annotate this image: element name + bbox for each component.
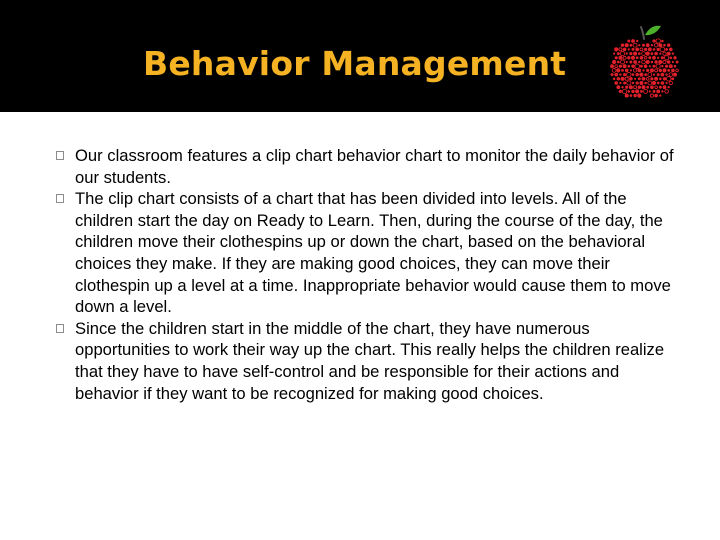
bullet-marker: [56, 194, 64, 203]
bullet-item-1: [56, 145, 684, 188]
bullet-marker: [56, 324, 64, 333]
bullet-item-2: [56, 188, 684, 318]
bullet-marker: [56, 151, 64, 160]
bullet-item-3: [56, 318, 684, 404]
slide-header: [0, 0, 720, 112]
bullet-list: [56, 145, 684, 404]
bullet-text-3: Since the children start in the middle of the chart, they have numerous opportunities to work their way up the chart. This really helps the children realize that they have to have self-control and be responsible for their actions and behavior if they want to be recognized for making good choices.: [75, 318, 665, 403]
slide-title: Behavior Management: [143, 44, 567, 83]
apple-icon: [608, 22, 684, 102]
bullet-text-1: Our classroom features a clip chart behavior chart to monitor the daily behavior of our students.: [75, 146, 674, 187]
bullet-text-2: The clip chart consists of a chart that has been divided into levels. All of the children start the day on Ready to Learn. Then, during the course of the day, the children move their clothespins up or down the chart, based on the behavioral choices they make. If they are making good choices, they can move their clothespin up a level at a time. Inappropriate behavior would cause them to move down a level.: [75, 189, 671, 317]
